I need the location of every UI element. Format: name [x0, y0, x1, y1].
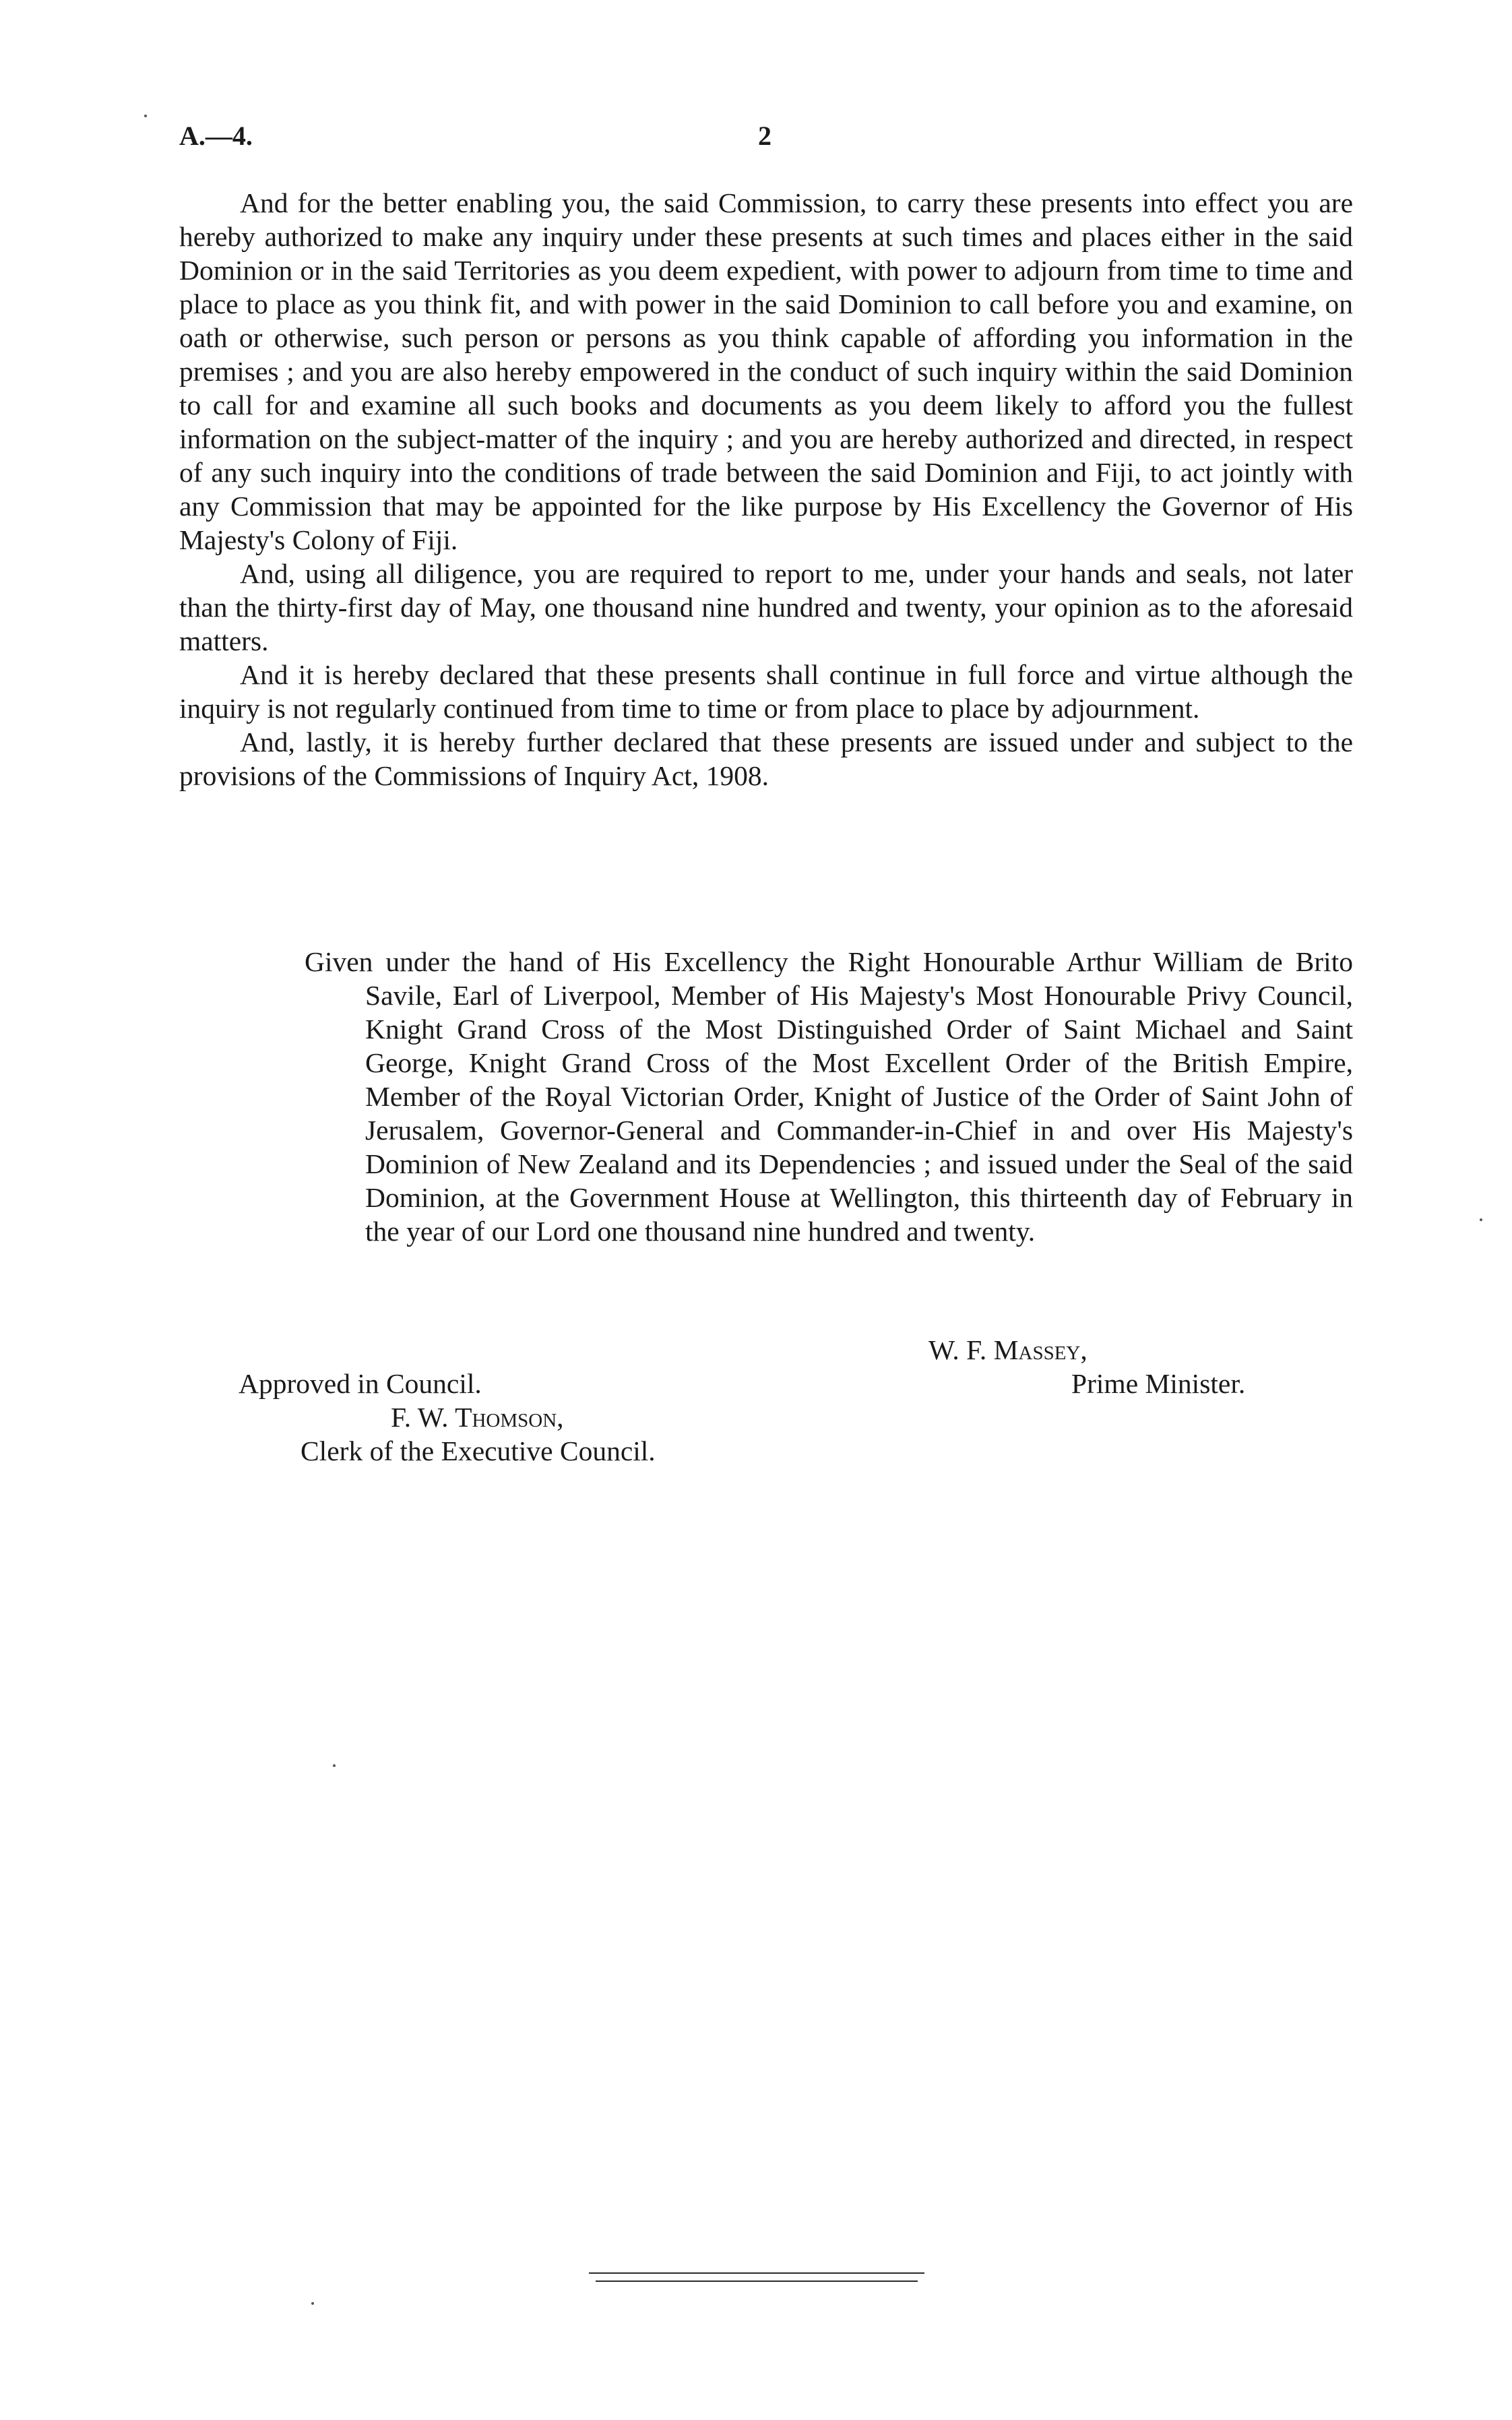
clerk-title: Clerk of the Executive Council. — [301, 1435, 656, 1466]
print-speck — [333, 1764, 336, 1767]
given-under-hand-clause: Given under the hand of His Excellency the Right Honourable Arthur William de Brito Savile, Earl of Liverpool, Member of His Majesty's Most Honourable Privy Council, Knight Grand Cross of the Most Distinguished Order of Saint Michael and Saint George, Knight Grand Cross of the Most Excellent Order of the British Empire, Member of the Royal Victorian Order, Knight of Justice of the Order of Saint John of Jerusalem, Governor-General and Commander-in-Chief in and over His Majesty's Dominion of New Zealand and its Dependencies ; and issued under the Seal of the said Dominion, at the Government House at Wellington, this thirteenth day of February in the year of our Lord one thousand nine hundred and twenty. — [305, 946, 1353, 1247]
paragraph-commission-powers: And for the better enabling you, the said Commission, to carry these presents into effect you are hereby authorized to make any inquiry under these presents at such times and places either in the said Dominion or in the said Territories as you deem expedient, with power to adjourn from time to time and place to place as you think fit, and with power in the said Dominion to call before you and examine, on oath or otherwise, such person or persons as you think capable of affording you information in the premises ; and you are also hereby empowered in the conduct of such inquiry within the said Dominion to call for and examine all such books and documents as you deem likely to afford you the fullest information on the subject-matter of the inquiry ; and you are hereby authorized and directed, in respect of any such inquiry into the conditions of trade between the said Dominion and Fiji, to act jointly with any Commission that may be appointed for the like purpose by His Excellency the Governor of His Majesty's Colony of Fiji. — [179, 187, 1353, 555]
paragraph-report-deadline: And, using all diligence, you are required to report to me, under your hands and seals, not later than the thirty-first day of May, one thousand nine hundred and twenty, your opinion as to the aforesaid matters. — [179, 558, 1353, 656]
document-reference: A.—4. — [179, 121, 253, 151]
print-speck — [1480, 1218, 1482, 1221]
print-speck — [144, 115, 147, 117]
closing-rule-bottom — [596, 2281, 918, 2282]
signatory-title: Prime Minister. — [1071, 1368, 1246, 1399]
closing-rule-top — [589, 2272, 924, 2274]
body-text — [179, 186, 1353, 793]
page-number: 2 — [758, 121, 771, 151]
clerk-name: F. W. Thomson, — [391, 1402, 564, 1433]
approved-in-council: Approved in Council. — [239, 1368, 482, 1399]
signatory-name: W. F. Massey, — [928, 1334, 1088, 1365]
print-speck — [311, 2302, 314, 2305]
paragraph-statutory-basis: And, lastly, it is hereby further declared that these presents are issued under and subject to the provisions of the Commissions of Inquiry Act, 1908. — [179, 726, 1353, 791]
paragraph-continuation: And it is hereby declared that these presents shall continue in full force and virtue although the inquiry is not regularly continued from time to time or from place to place by adjournment. — [179, 659, 1353, 724]
